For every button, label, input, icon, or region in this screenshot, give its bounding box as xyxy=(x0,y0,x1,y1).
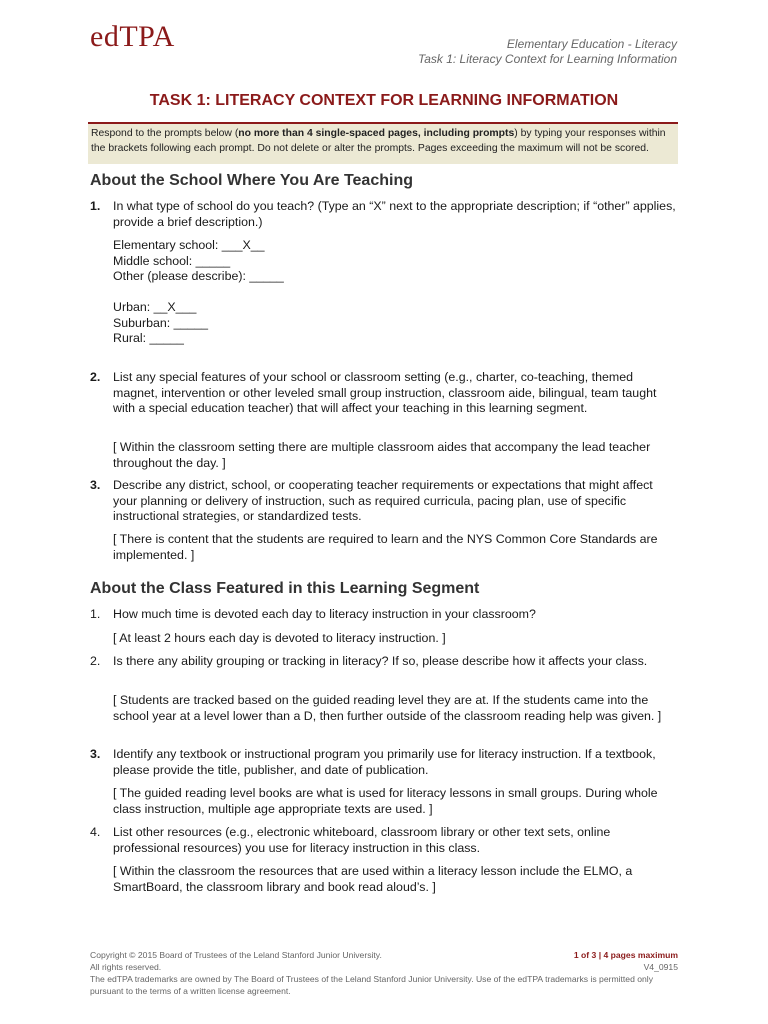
task-subtitle: Task 1: Literacy Context for Learning Information xyxy=(417,52,677,66)
answer-special-features: [ Within the classroom setting there are multiple classroom aides that accompany the lead teacher throughout the day. ] xyxy=(113,440,651,470)
question-special-features: 2. List any special features of your school or classroom setting (e.g., charter, co-teaching, themed magnet, intervention or other leveled small group instruction, classroom aide, bilingual, team taught with a special education teacher) that will affect your teaching in this learning segment. xyxy=(90,370,657,415)
school-level-options: Elementary school: ___X__ Middle school: _____ Other (please describe): _____ xyxy=(113,238,284,283)
answer-literacy-time: [ At least 2 hours each day is devoted to literacy instruction. ] xyxy=(113,631,446,645)
answer-textbook: [ The guided reading level books are what is used for literacy lessons in small groups. During whole class instruction, multiple age appropriate texts are used. ] xyxy=(113,786,658,816)
question-other-resources: 4. List other resources (e.g., electronic whiteboard, classroom library or other text sets, online professional resources) you use for literacy instruction in this class. xyxy=(90,825,611,855)
footer-page-info: 1 of 3 | 4 pages maximum V4_0915 xyxy=(573,950,678,972)
page-title: TASK 1: LITERACY CONTEXT FOR LEARNING INFORMATION xyxy=(149,92,619,109)
question-textbook: 3. Identify any textbook or instructional program you primarily use for literacy instruction. If a textbook, please provide the title, publisher, and date of publication. xyxy=(90,747,656,777)
answer-ability-grouping: [ Students are tracked based on the guided reading level they are at. If the students came into the school year at a level lower than a D, then further outside of the classroom reading help was given. ] xyxy=(113,693,662,723)
footer-copyright: Copyright © 2015 Board of Trustees of the Leland Stanford Junior University. All rights reserved. The edTPA trademarks are owned by The Board of Trustees of the Leland Stanford Junior University. Use of the edTPA trademarks is permitted only pursuant to the terms of a written license agreement. xyxy=(90,950,654,996)
question-ability-grouping: 2. Is there any ability grouping or tracking in literacy? If so, please describe how it affects your class. xyxy=(90,654,648,668)
question-school-type: 1. In what type of school do you teach? (Type an “X” next to the appropriate description; if “other” applies, provide a brief description.) xyxy=(90,199,676,229)
answer-requirements: [ There is content that the students are required to learn and the NYS Common Core Standards are implemented. ] xyxy=(113,532,658,562)
header-info xyxy=(418,37,677,67)
section-heading-school: About the School Where You Are Teaching xyxy=(90,172,413,189)
section-heading-class: About the Class Featured in this Learning Segment xyxy=(90,580,480,597)
program-name: Elementary Education - Literacy xyxy=(506,37,677,51)
question-requirements: 3. Describe any district, school, or cooperating teacher requirements or expectations that might affect your planning or delivery of instruction, such as required curricula, pacing plan, use of specific instructional strategies, or standardized tests. xyxy=(90,478,653,523)
question-literacy-time: 1. How much time is devoted each day to literacy instruction in your classroom? xyxy=(90,607,536,621)
edtpa-logo: edTPA xyxy=(90,20,175,53)
answer-other-resources: [ Within the classroom the resources that are used within a literacy lesson include the ELMO, a SmartBoard, the classroom library and book read aloud’s. ] xyxy=(113,864,633,894)
school-location-options: Urban: __X___ Suburban: _____ Rural: _____ xyxy=(113,300,209,345)
instructions-box: Respond to the prompts below (no more than 4 single-spaced pages, including prompts) by typing your responses within the brackets following each prompt. Do not delete or alter the prompts. Pages exceeding the maximum will not be scored. xyxy=(88,122,678,164)
